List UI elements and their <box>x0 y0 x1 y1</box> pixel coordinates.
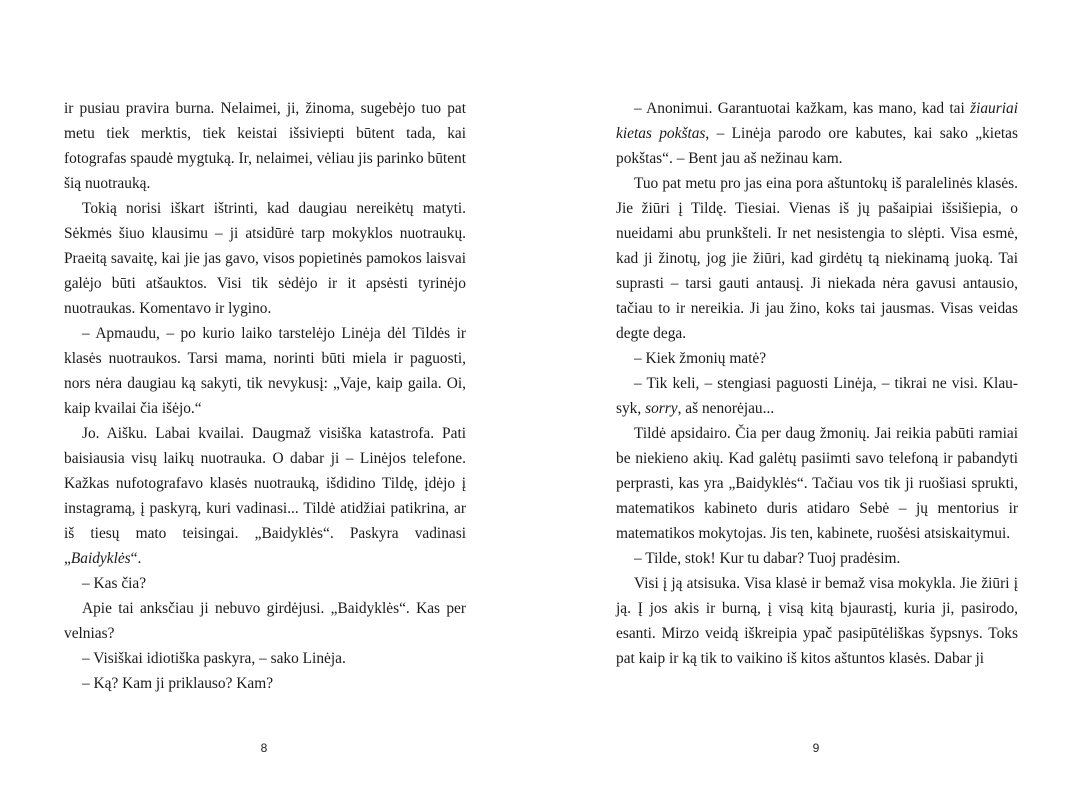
left-page-text <box>64 96 466 696</box>
paragraph <box>64 421 466 571</box>
italic-text: sorry <box>645 400 678 417</box>
text-span: – Apmaudu, – po kurio laiko tarstelėjo Linėja dėl Tildės ir klasės nuotraukos. Tarsi mama, norinti būti miela ir paguosti, nors nėra daugiau ką sakyti, tik nevykusį: „Vaje, kaip gaila. Oi, kaip kvailai čia išėjo.“ <box>64 325 466 417</box>
text-span: Tildė apsidairo. Čia per daug žmonių. Jai reikia pabūti ramiai be niekieno akių. Kad galėtų pasiimti savo telefoną ir pabandyti perprasti, kas yra „Baidyklės“. Tačiau vos tik ji ruošiasi sprukti, matematikos kabineto duris atidaro Sebė – jų mentorius ir matematikos mokytojas. Jis ten, kabinete, ruošėsi atsiskaitymui. <box>616 425 1018 542</box>
text-span: – Tik keli, – stengiasi paguosti Linėja, – tikrai ne visi. Klausyk, <box>616 375 1018 417</box>
right-page <box>616 96 1018 671</box>
text-span: , aš nenorėjau... <box>677 400 775 417</box>
text-span: Jo. Aišku. Labai kvailai. Daugmaž visiška katastrofa. Pati baisiausia visų laikų nuotrauka. O dabar ji – Linėjos telefone. Kažkas nufotografavo klasės nuotrauką, išdidino Tildę, įdėjo į instagramą, į paskyrą, kuri vadinasi... Tildė atidžiai patikrina, ar iš tiesų mato teisingai. „Baidyklės“. Paskyra vadinasi „ <box>64 425 466 567</box>
paragraph <box>64 646 466 671</box>
text-span: – Visiškai idiotiška paskyra, – sako Linėja. <box>82 650 346 667</box>
right-page-text <box>616 96 1018 671</box>
paragraph <box>616 421 1018 546</box>
text-span: “. <box>130 550 142 567</box>
text-span: – Kas čia? <box>82 575 147 592</box>
paragraph <box>64 671 466 696</box>
paragraph <box>616 546 1018 571</box>
text-span: Tokią norisi iškart ištrinti, kad daugiau nereikėtų matyti. Sėkmės šiuo klausimu – ji atsidūrė tarp mokyklos nuotraukų. Praeitą savaitę, kai jie jas gavo, visos popietinės pamokos laisvai galėjo būti atšauktos. Visi tik sėdėjo ir it apsėsti tyrinėjo nuotraukas. Komentavo ir lygino. <box>64 200 466 317</box>
italic-text: Baidyklės <box>70 550 131 567</box>
page-number-right: 9 <box>812 741 820 755</box>
text-span: – Kiek žmonių matė? <box>634 350 767 367</box>
paragraph <box>616 96 1018 171</box>
text-span: – Ką? Kam ji priklauso? Kam? <box>82 675 274 692</box>
paragraph <box>616 571 1018 671</box>
paragraph <box>616 346 1018 371</box>
text-span: – Tilde, stok! Kur tu dabar? Tuoj pradėsim. <box>634 550 901 567</box>
text-span: ir pusiau pravira burna. Nelaimei, ji, žinoma, sugebėjo tuo pat metu tiek merktis, tiek keistai išsiviepti būtent tada, kai fotografas spaudė mygtuką. Ir, nelaimei, vėliau jis parinko būtent šią nuotrauką. <box>64 100 466 192</box>
paragraph <box>64 321 466 421</box>
page-number-left: 8 <box>260 741 268 755</box>
paragraph <box>64 596 466 646</box>
text-span: Apie tai anksčiau ji nebuvo girdėjusi. „Baidyklės“. Kas per velnias? <box>64 600 466 642</box>
paragraph <box>64 96 466 196</box>
text-span: Visi į ją atsisuka. Visa klasė ir bemaž visa mokykla. Jie žiūri į ją. Į jos akis ir burną, į visą kitą bjaurastį, kuria ji, pasirodo, esanti. Mirzo veidą iškreipia ypač pasipūtėliškas šypsnys. Toks pat kaip ir ką tik to vaikino iš kitos aštuntos klasės. Dabar ji <box>616 575 1018 667</box>
left-page <box>64 96 466 696</box>
text-span: Tuo pat metu pro jas eina pora aštuntokų iš paralelinės klasės. Jie žiūri į Tildę. Tiesiai. Vienas iš jų pašaipiai išsišiepia, o nueidami abu prunkšteli. Ir net nesistengia to slėpti. Visa esmė, kad ji žinotų, jog jie žiūri, kad girdėtų tą niekinamą juoką. Tai suprasti – tarsi gauti antausį. Ji niekada nėra gavusi antausio, tačiau to ir nereikia. Ji jau žino, koks tai jausmas. Visas veidas degte dega. <box>616 175 1018 342</box>
text-span: – Anonimui. Garantuotai kažkam, kas mano, kad tai <box>634 100 971 117</box>
text-span: , – Linėja parodo ore kabutes, kai sako „kietas pokštas“. – Bent jau aš nežinau kam. <box>616 125 1018 167</box>
paragraph <box>616 371 1018 421</box>
italic-text: žiauriai kietas pokštas <box>616 100 1018 142</box>
paragraph <box>616 171 1018 346</box>
paragraph <box>64 196 466 321</box>
paragraph <box>64 571 466 596</box>
